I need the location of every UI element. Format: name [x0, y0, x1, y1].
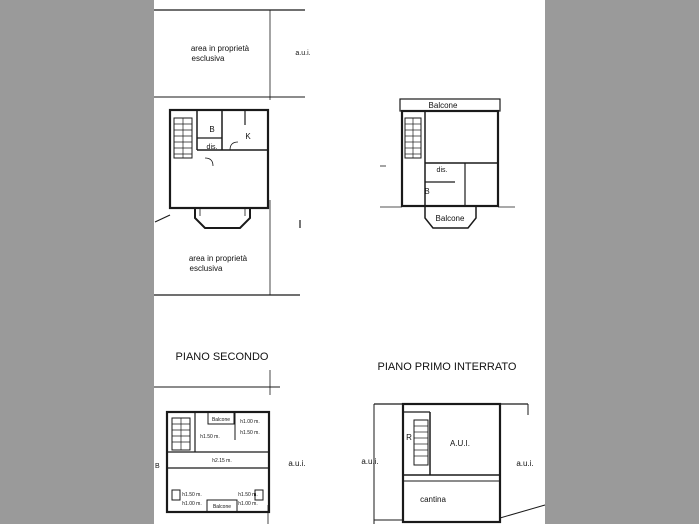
second-left-mark: B [155, 463, 160, 470]
basement-title: PIANO PRIMO INTERRATO [377, 361, 517, 373]
second-dim-mid: h2.15 m. [212, 458, 232, 464]
ground-room-k: K [245, 132, 251, 141]
second-dim-bottom-3: h1.50 m. [238, 492, 258, 498]
basement-room-aui: A.U.I. [449, 439, 471, 448]
second-dim-bottom-1: h1.50 m. [182, 492, 202, 498]
second-dim-top-3: h1.50 m. [240, 430, 260, 436]
first-room-dis: dis. [436, 167, 448, 174]
second-balcony-top: Balcone [211, 417, 231, 423]
ground-room-b: B [209, 125, 215, 134]
ground-top-area-line1: area in proprietà [190, 44, 250, 53]
first-room-b: B [424, 187, 430, 196]
second-dim-top-1: h1.50 m. [200, 434, 220, 440]
plan-second [154, 370, 280, 524]
ground-room-dis: dis. [206, 144, 218, 151]
first-balcony-top: Balcone [428, 101, 458, 110]
second-right-label: a.u.i. [288, 459, 306, 468]
ground-top-area-line2: esclusiva [191, 54, 225, 63]
first-balcony-bottom: Balcone [435, 214, 465, 223]
second-balcony-bottom: Balcone [212, 504, 232, 510]
second-dim-bottom-2: h1.00 m. [182, 501, 202, 507]
ground-bottom-area-line1: area in proprietà [188, 254, 248, 263]
ground-right-label: a.u.i. [295, 50, 311, 57]
basement-room-cantina: cantina [420, 495, 446, 504]
second-floor-title: PIANO SECONDO [175, 351, 269, 363]
basement-room-r: R [406, 433, 412, 442]
plan-first [380, 99, 515, 228]
second-dim-top-2: h1.00 m. [240, 419, 260, 425]
ground-bottom-area-line2: esclusiva [189, 264, 223, 273]
second-dim-bottom-4: h1.00 m. [238, 501, 258, 507]
basement-right-label: a.u.i. [516, 459, 534, 468]
basement-left-label: a.u.i. [361, 457, 379, 466]
